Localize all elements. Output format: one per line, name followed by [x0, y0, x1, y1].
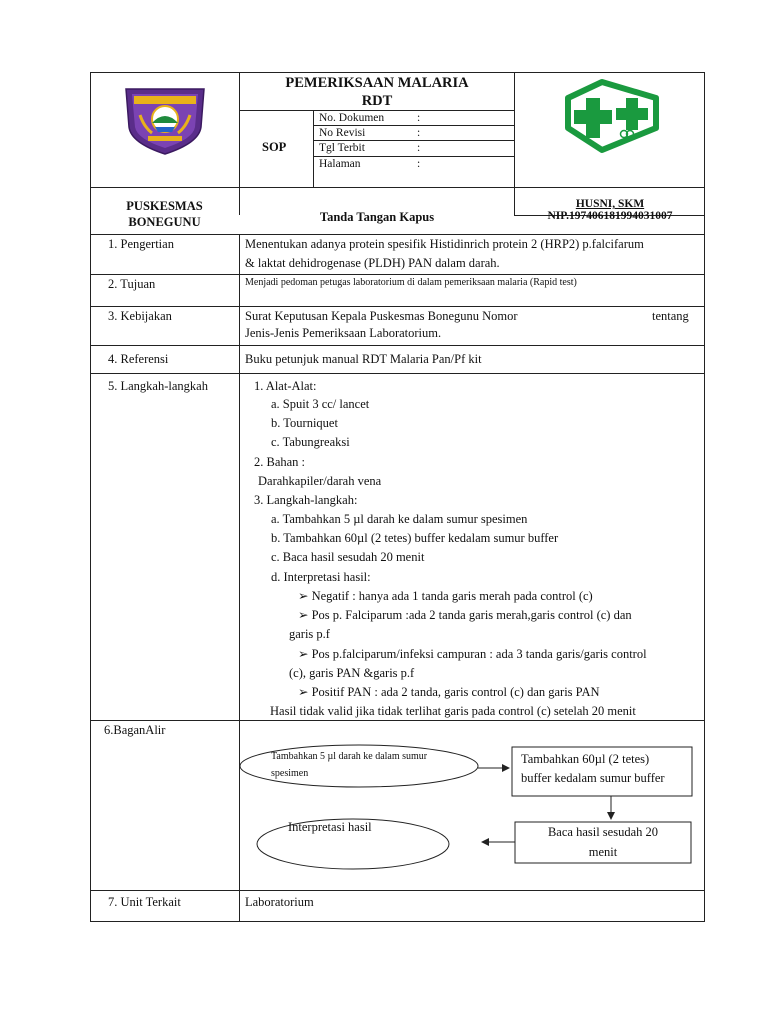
langkah-label: 5. Langkah-langkah: [108, 379, 208, 393]
bahan-title: 2. Bahan :: [254, 455, 306, 469]
row-line-1: [90, 234, 705, 235]
alat-item: c. Tabungreaksi: [271, 435, 350, 449]
header-divider-2: [514, 72, 515, 215]
sop-document: [90, 72, 705, 922]
flow-node-2-line1: Tambahkan 60µl (2 tetes): [521, 752, 650, 766]
interp-negative: ➢ Negatif : hanya ada 1 tanda garis merah pada control (c): [298, 589, 593, 603]
flow-node-3-line2: menit: [588, 845, 618, 859]
regency-crest-logo: [122, 83, 208, 157]
flow-node-1-line1: Tambahkan 5 µl darah ke dalam sumur: [271, 751, 428, 762]
meta-issue-date-label: Tgl Terbit: [319, 142, 365, 154]
meta-issue-date-value: :: [417, 142, 421, 154]
interp-pos-pan: ➢ Positif PAN : ada 2 tanda, garis control (c) dan garis PAN: [298, 685, 600, 699]
meta-page-label: Halaman: [319, 158, 361, 170]
meta-doc-number-value: :: [417, 112, 421, 124]
org-name-line2: BONEGUNU: [128, 215, 201, 229]
head-name: HUSNI, SKM: [575, 198, 645, 210]
steps-title: 3. Langkah-langkah:: [254, 493, 358, 507]
org-name-line1: PUSKESMAS: [126, 199, 203, 213]
pengertian-line1: Menentukan adanya protein spesifik Histidinrich protein 2 (HRP2) p.falcifarum: [245, 237, 644, 251]
flow-node-1-line2: spesimen: [271, 768, 309, 779]
flowchart: [239, 721, 704, 890]
interp-pos-pf-line1: ➢ Pos p. Falciparum :ada 2 tanda garis merah,garis control (c) dan: [298, 608, 632, 622]
doc-title-line1: PEMERIKSAAN MALARIA: [285, 75, 469, 91]
meta-doc-number-label: No. Dokumen: [319, 112, 385, 124]
alat-item: a. Spuit 3 cc/ lancet: [271, 397, 370, 411]
flow-node-2-line2: buffer kedalam sumur buffer: [521, 771, 665, 785]
referensi-text: Buku petunjuk manual RDT Malaria Pan/Pf kit: [245, 352, 482, 366]
row-line-5: [90, 373, 705, 374]
step-item: c. Baca hasil sesudah 20 menit: [271, 550, 425, 564]
meta-divider: [313, 110, 314, 187]
meta-revision-value: :: [417, 127, 421, 139]
tujuan-text: Menjadi pedoman petugas laboratorium di dalam pemeriksaan malaria (Rapid test): [245, 277, 577, 288]
flow-node-4-text: Interpretasi hasil: [288, 820, 372, 834]
interp-mixed-line1: ➢ Pos p.falciparum/infeksi campuran : ada 3 tanda garis/garis control: [298, 647, 647, 661]
flow-node-3-line1: Baca hasil sesudah 20: [547, 825, 659, 839]
bagan-label: 6.BaganAlir: [104, 723, 166, 737]
step-item: b. Tambahkan 60µl (2 tetes) buffer kedalam sumur buffer: [271, 531, 559, 545]
meta-revision-label: No Revisi: [319, 127, 366, 139]
doc-title-line2: RDT: [361, 93, 393, 109]
row-line-4: [90, 345, 705, 346]
kebijakan-line2: Jenis-Jenis Pemeriksaan Laboratorium.: [245, 326, 442, 340]
pengertian-line2: & laktat dehidrogenase (PLDH) PAN dalam darah.: [245, 256, 500, 270]
kebijakan-label: 3. Kebijakan: [108, 309, 172, 323]
meta-page-value: :: [417, 158, 421, 170]
bahan-text: Darahkapiler/darah vena: [258, 474, 382, 488]
unit-text: Laboratorium: [245, 895, 314, 909]
row-line-7: [90, 890, 705, 891]
alat-item: b. Tourniquet: [271, 416, 338, 430]
health-center-logo: [560, 76, 664, 156]
step-item: d. Interpretasi hasil:: [271, 570, 371, 584]
unit-label: 7. Unit Terkait: [108, 895, 181, 909]
alat-title: 1. Alat-Alat:: [254, 379, 317, 393]
header-bottom-line: [90, 187, 705, 188]
pengertian-label: 1. Pengertian: [108, 237, 174, 251]
border-top: [90, 72, 705, 73]
head-nip: NIP.197406181994031007: [547, 210, 673, 222]
border-bottom: [90, 921, 705, 922]
sop-label: SOP: [262, 140, 287, 154]
step-item: a. Tambahkan 5 µl darah ke dalam sumur spesimen: [271, 512, 528, 526]
signature-label: Tanda Tangan Kapus: [319, 210, 435, 224]
kebijakan-line1: Surat Keputusan Kepala Puskesmas Bonegunu Nomor: [245, 309, 518, 323]
invalid-note: Hasil tidak valid jika tidak terlihat garis pada control (c) setelah 20 menit: [270, 704, 636, 718]
kebijakan-line1-end: tentang: [652, 309, 689, 323]
row-line-3: [90, 306, 705, 307]
tujuan-label: 2. Tujuan: [108, 277, 156, 291]
interp-pos-pf-line2: garis p.f: [289, 627, 330, 641]
interp-mixed-line2: (c), garis PAN &garis p.f: [289, 666, 415, 680]
referensi-label: 4. Referensi: [108, 352, 169, 366]
